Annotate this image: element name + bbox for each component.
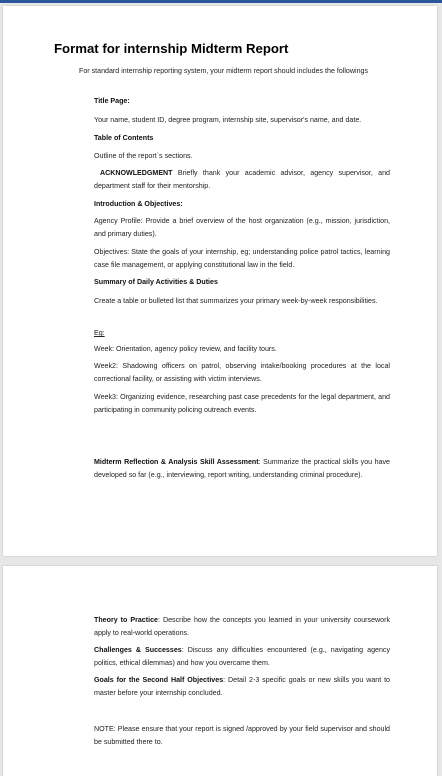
reflection-heading: Midterm Reflection & Analysis Skill Assessment [94, 458, 259, 466]
introduction-heading: Introduction & Objectives: [94, 200, 183, 208]
example-label: Eg: [94, 329, 105, 337]
title-page-text: Your name, student ID, degree program, internship site, supervisor's name, and date. [94, 116, 362, 124]
challenges-heading: Challenges & Successes [94, 646, 182, 654]
week3-text: Week3: Organizing evidence, researching past case precedents for the legal department, and participating in community policing outreach events. [94, 393, 390, 414]
document-title: Format for internship Midterm Report [54, 41, 289, 56]
theory-heading: Theory to Practice [94, 616, 158, 624]
note-paragraph: NOTE: Please ensure that your report is signed /approved by your field supervisor and should be submitted there to. [94, 725, 390, 746]
reflection-paragraph [94, 456, 390, 482]
reflection-text: : Summarize the practical skills you have developed so far (e.g., interviewing, report writing, understanding criminal procedure). [94, 458, 390, 479]
daily-summary-heading: Summary of Daily Activities & Duties [94, 278, 218, 286]
daily-summary-text: Create a table or bulleted list that summarizes your primary week-by-week responsibilities. [94, 297, 378, 305]
week2-text: Week2: Shadowing officers on patrol, observing intake/booking procedures at the local correctional facility, or assisting with victim interviews. [94, 362, 390, 383]
acknowledgment-paragraph [94, 167, 390, 193]
intro-paragraph: For standard internship reporting system, your midterm report should includes the followings [79, 67, 369, 75]
title-page-heading: Title Page: [94, 97, 130, 105]
window-accent-bar [0, 0, 442, 3]
toc-text: Outline of the report`s sections. [94, 152, 193, 160]
theory-text: : Describe how the concepts you learned in your university coursework apply to real-world operations. [94, 616, 390, 637]
acknowledgment-text: Briefly thank your academic advisor, agency supervisor, and department staff for their mentorship. [94, 169, 390, 190]
toc-heading: Table of Contents [94, 134, 154, 142]
goals-heading: Goals for the Second Half Objectives [94, 676, 224, 684]
week1-text: Week: Orientation, agency policy review, and facility tours. [94, 345, 277, 353]
document-page-2 [3, 566, 437, 776]
challenges-text: : Discuss any difficulties encountered (e.g., navigating agency politics, ethical dilemmas) and how you overcame them. [94, 646, 390, 667]
theory-paragraph [94, 614, 390, 640]
goals-text: : Detail 2-3 specific goals or new skills you want to master before your internship concluded. [94, 676, 390, 697]
goals-paragraph [94, 674, 390, 700]
challenges-paragraph [94, 644, 390, 670]
agency-profile-text: Agency Profile: Provide a brief overview of the host organization (e.g., mission, jurisdiction, and primary duties). [94, 217, 390, 238]
objectives-text: Objectives: State the goals of your internship, eg; understanding police patrol tactics, learning case file management, or applying constitutional law in the field. [94, 248, 390, 269]
document-page-1 [3, 6, 437, 556]
acknowledgment-heading: ACKNOWLEDGMENT [100, 169, 173, 177]
